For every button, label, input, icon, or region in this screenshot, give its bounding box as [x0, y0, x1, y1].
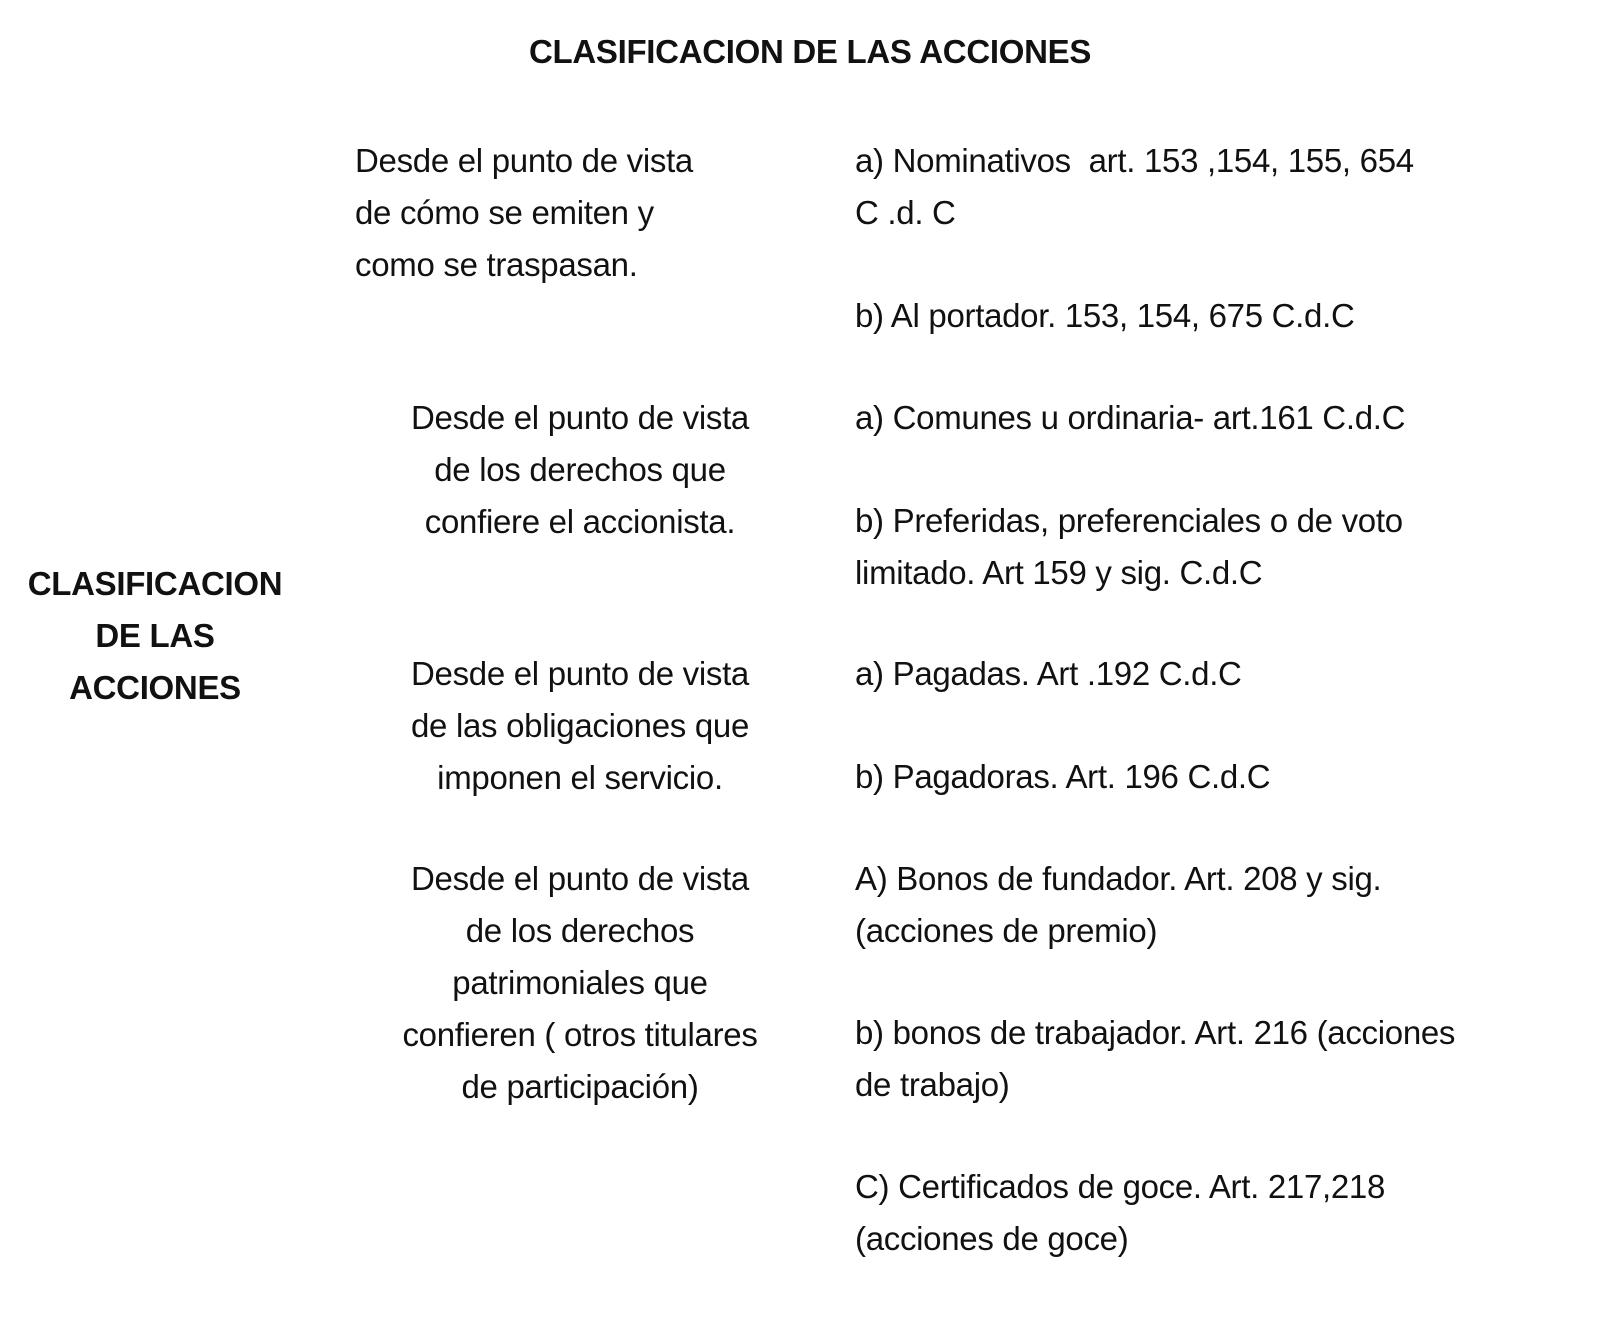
root-node-line: CLASIFICACION: [27, 565, 283, 602]
criterion-line: Desde el punto de vista: [411, 860, 749, 897]
option-line: C) Certificados de goce. Art. 217,218: [855, 1168, 1386, 1205]
option-line: b) Pagadoras. Art. 196 C.d.C: [855, 758, 1271, 795]
criterion-rights: [345, 392, 815, 548]
option-al-portador: [855, 290, 1355, 342]
option-line: b) bonos de trabajador. Art. 216 (acciones: [855, 1014, 1456, 1051]
option-line: a) Pagadas. Art .192 C.d.C: [855, 655, 1242, 692]
criterion-line: de las obligaciones que: [410, 707, 750, 744]
criterion-obligations: [345, 648, 815, 804]
option-line: a) Comunes u ordinaria- art.161 C.d.C: [855, 399, 1406, 436]
root-node: [0, 558, 310, 714]
option-pagadas: [855, 648, 1242, 700]
option-line: de trabajo): [855, 1066, 1010, 1103]
option-line: b) Preferidas, preferenciales o de voto: [855, 502, 1403, 539]
criterion-issuance: [355, 135, 693, 291]
criterion-line: de los derechos: [465, 912, 695, 949]
option-preferidas: [855, 495, 1403, 599]
criterion-line: Desde el punto de vista: [411, 399, 749, 436]
option-comunes: [855, 392, 1405, 444]
option-line: limitado. Art 159 y sig. C.d.C: [855, 554, 1263, 591]
criterion-line: confiere el accionista.: [424, 503, 736, 540]
option-nominativos: [855, 135, 1414, 239]
option-line: A) Bonos de fundador. Art. 208 y sig.: [855, 860, 1382, 897]
criterion-line: Desde el punto de vista: [355, 142, 693, 179]
criterion-line: de cómo se emiten y: [355, 194, 654, 231]
option-bonos-trabajador: [855, 1007, 1455, 1111]
option-line: (acciones de goce): [855, 1220, 1129, 1257]
page-title: CLASIFICACION DE LAS ACCIONES: [528, 33, 1092, 70]
criterion-line: imponen el servicio.: [437, 759, 723, 796]
option-line: a) Nominativos art. 153 ,154, 155, 654: [855, 142, 1414, 179]
option-line: C .d. C: [855, 194, 956, 231]
option-line: b) Al portador. 153, 154, 675 C.d.C: [855, 297, 1355, 334]
option-line: (acciones de premio): [855, 912, 1158, 949]
root-node-line: ACCIONES: [69, 669, 241, 706]
criterion-line: como se traspasan.: [355, 246, 638, 283]
criterion-line: de participación): [461, 1068, 699, 1105]
option-certificados-goce: [855, 1161, 1385, 1265]
criterion-line: confieren ( otros titulares: [402, 1016, 758, 1053]
criterion-line: de los derechos que: [434, 451, 726, 488]
option-bonos-fundador: [855, 853, 1381, 957]
option-pagadoras: [855, 751, 1270, 803]
root-node-line: DE LAS: [95, 617, 215, 654]
criterion-line: patrimoniales que: [452, 964, 708, 1001]
criterion-patrimonial-rights: [345, 853, 815, 1113]
criterion-line: Desde el punto de vista: [411, 655, 749, 692]
